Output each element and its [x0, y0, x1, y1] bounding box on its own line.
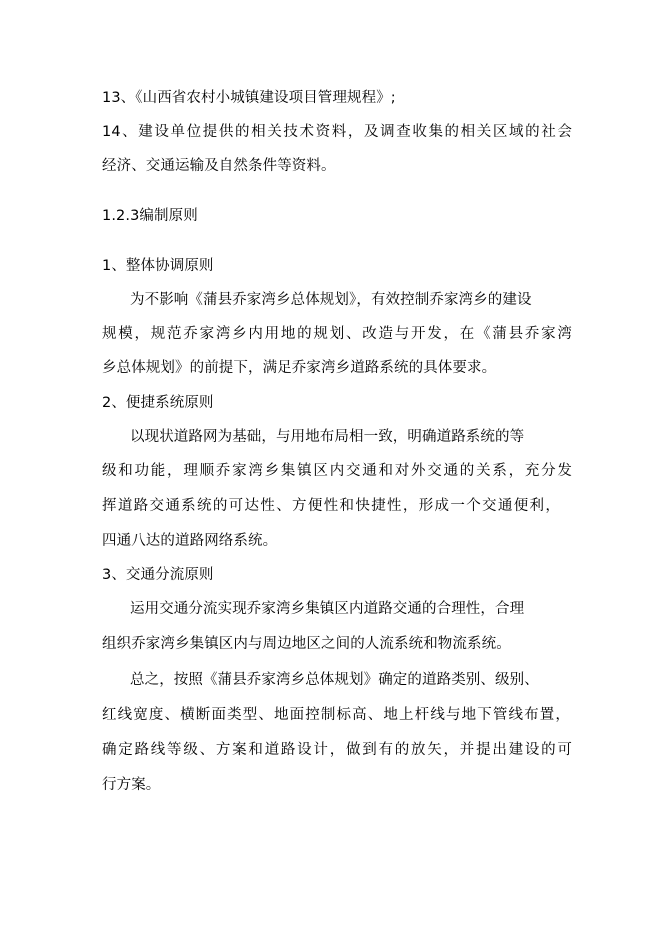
paragraph-line: 挥道路交通系统的可达性、方便性和快捷性，形成一个交通便利，: [102, 498, 560, 514]
list-item-13: 13、《山西省农村小城镇建设项目管理规程》;: [102, 90, 396, 106]
list-item-14-line-2: 经济、交通运输及自然条件等资料。: [102, 158, 336, 174]
principle-2-heading: 2、便捷系统原则: [102, 395, 214, 411]
paragraph-line: 运用交通分流实现乔家湾乡集镇区内道路交通的合理性，合理: [130, 601, 525, 617]
principle-3-heading: 3、交通分流原则: [102, 567, 214, 583]
section-heading: 1.2.3编制原则: [102, 208, 198, 224]
summary-line: 红线宽度、横断面类型、地面控制标高、地上杆线与地下管线布置，: [102, 707, 570, 723]
paragraph-line: 乡总体规划》的前提下，满足乔家湾乡道路系统的具体要求。: [102, 360, 497, 376]
principle-1-heading: 1、整体协调原则: [102, 258, 214, 274]
paragraph-line: 四通八达的道路网络系统。: [102, 533, 278, 549]
summary-line: 确定路线等级、方案和道路设计，做到有的放矢，并提出建设的可: [102, 742, 572, 758]
paragraph-line: 以现状道路网为基础，与用地布局相一致，明确道路系统的等: [130, 429, 525, 445]
list-item-14-line-1: 14、建设单位提供的相关技术资料，及调查收集的相关区域的社会: [102, 124, 572, 140]
summary-line: 总之，按照《蒲县乔家湾乡总体规划》确定的道路类别、级别、: [130, 672, 539, 688]
paragraph-line: 级和功能，理顺乔家湾乡集镇区内交通和对外交通的关系，充分发: [102, 463, 572, 479]
paragraph-line: 组织乔家湾乡集镇区内与周边地区之间的人流系统和物流系统。: [102, 636, 511, 652]
paragraph-line: 规模，规范乔家湾乡内用地的规划、改造与开发，在《蒲县乔家湾: [102, 326, 572, 342]
paragraph-line: 为不影响《蒲县乔家湾乡总体规划》，有效控制乔家湾乡的建设: [130, 292, 532, 308]
summary-line: 行方案。: [102, 777, 161, 793]
